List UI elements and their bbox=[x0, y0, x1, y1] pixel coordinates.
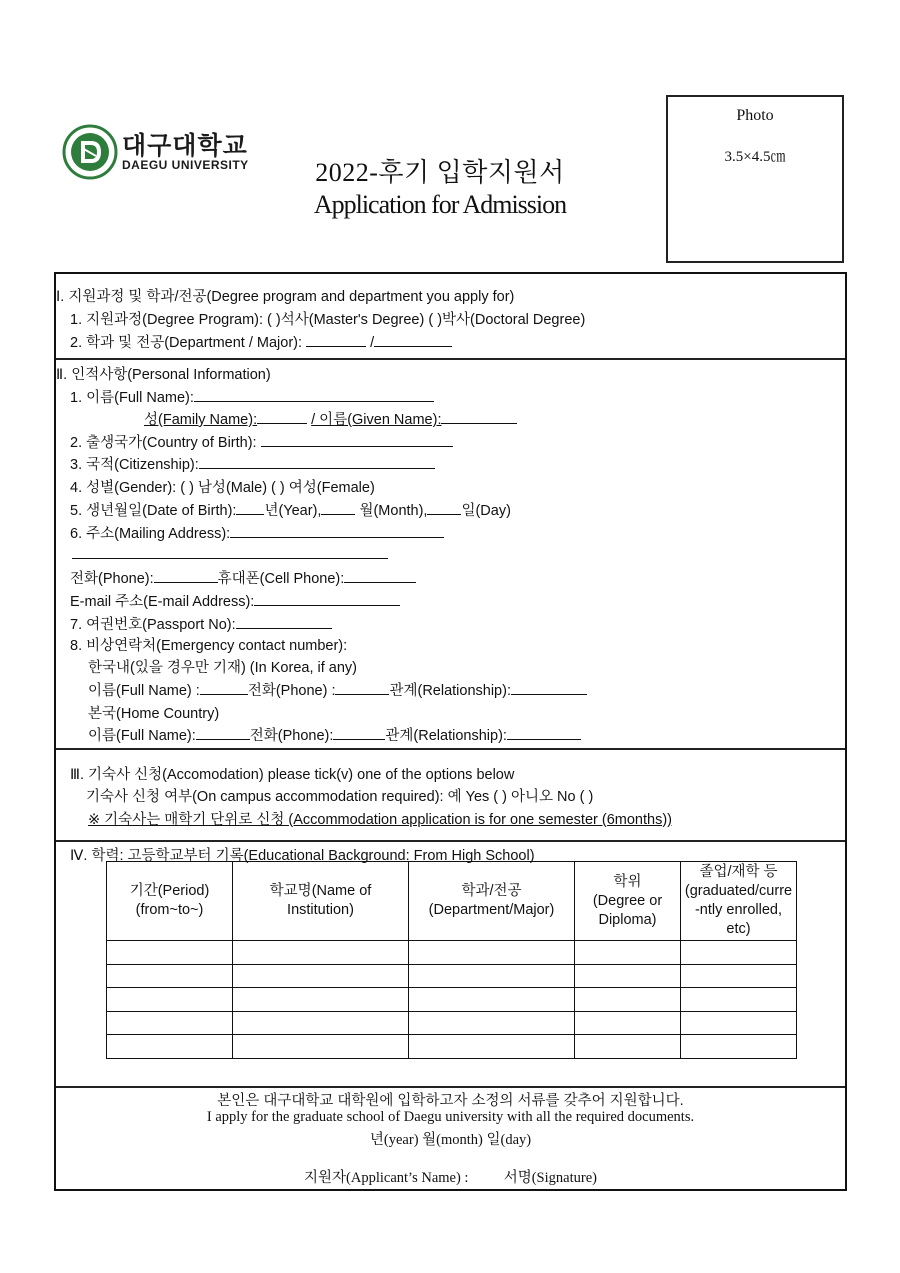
section-divider bbox=[56, 1086, 845, 1088]
table-cell[interactable] bbox=[681, 1035, 797, 1059]
dob-line bbox=[70, 499, 511, 520]
photo-label: Photo bbox=[736, 107, 774, 124]
family-name-field[interactable] bbox=[257, 409, 307, 424]
table-cell[interactable] bbox=[233, 964, 409, 988]
declaration-date[interactable]: 년(year) 월(month) 일(day) bbox=[369, 1132, 532, 1148]
korea-contact-relationship-field[interactable] bbox=[511, 680, 587, 695]
phone-line bbox=[70, 567, 416, 588]
email-field[interactable] bbox=[254, 591, 400, 606]
section1-heading: Ⅰ. 지원과정 및 학과/전공(Degree program and department you apply for) bbox=[56, 289, 515, 305]
table-cell[interactable] bbox=[409, 964, 575, 988]
header-line: -ntly enrolled, bbox=[694, 902, 783, 918]
column-header-degree bbox=[575, 862, 681, 941]
header-line: 졸업/재학 등 bbox=[699, 864, 778, 880]
table-cell[interactable] bbox=[107, 1011, 233, 1035]
phone-label: 전화(Phone): bbox=[70, 571, 154, 587]
home-contact-line bbox=[88, 724, 581, 745]
applicant-signature-line bbox=[56, 1166, 845, 1187]
address-line-2 bbox=[72, 544, 388, 563]
section2-heading: Ⅱ. 인적사항(Personal Information) bbox=[56, 367, 271, 383]
address-field-2[interactable] bbox=[72, 544, 388, 559]
home-contact-phone-field[interactable] bbox=[333, 725, 385, 740]
table-cell[interactable] bbox=[409, 988, 575, 1012]
family-name-label: 성(Family Name): bbox=[144, 412, 258, 428]
dob-label: 5. 생년월일(Date of Birth): bbox=[70, 503, 237, 519]
full-name-line bbox=[70, 386, 434, 407]
table-cell[interactable] bbox=[575, 964, 681, 988]
department-field[interactable] bbox=[306, 332, 366, 347]
photo-size: 3.5×4.5㎝ bbox=[724, 149, 786, 165]
country-label: 2. 출생국가(Country of Birth): bbox=[70, 435, 257, 451]
table-cell[interactable] bbox=[409, 1011, 575, 1035]
table-cell[interactable] bbox=[681, 1011, 797, 1035]
dob-day-label: 일(Day) bbox=[461, 503, 511, 519]
korea-contact-name-field[interactable] bbox=[200, 680, 248, 695]
section-divider bbox=[56, 748, 845, 750]
gender-line[interactable]: 4. 성별(Gender): ( ) 남성(Male) ( ) 여성(Female) bbox=[70, 480, 375, 496]
column-header-status bbox=[681, 862, 797, 941]
column-header-period bbox=[107, 862, 233, 941]
table-cell[interactable] bbox=[575, 1011, 681, 1035]
accommodation-note: ※ 기숙사는 매학기 단위로 신청 (Accommodation application is for one semester (6months)) bbox=[88, 812, 672, 828]
cell-phone-label: 휴대폰(Cell Phone): bbox=[217, 571, 345, 587]
family-given-line bbox=[144, 408, 517, 429]
table-row bbox=[107, 941, 797, 965]
table-cell[interactable] bbox=[575, 1035, 681, 1059]
education-table bbox=[106, 861, 797, 1059]
passport-label: 7. 여권번호(Passport No): bbox=[70, 617, 236, 633]
table-cell[interactable] bbox=[107, 1035, 233, 1059]
table-cell[interactable] bbox=[409, 941, 575, 965]
photo-box[interactable] bbox=[666, 95, 844, 263]
header-line: 학위 bbox=[613, 873, 642, 890]
header-line: 기간(Period) bbox=[129, 883, 210, 899]
home-contact-relationship-label: 관계(Relationship): bbox=[385, 728, 507, 744]
emergency-label: 8. 비상연락처(Emergency contact number): bbox=[70, 638, 348, 654]
header-line: (Department/Major) bbox=[428, 902, 555, 918]
address-line bbox=[70, 522, 444, 543]
passport-field[interactable] bbox=[236, 614, 332, 629]
degree-program-line[interactable]: 1. 지원과정(Degree Program): ( )석사(Master's Degree) ( )박사(Doctoral Degree) bbox=[70, 312, 586, 328]
table-cell[interactable] bbox=[681, 964, 797, 988]
major-field[interactable] bbox=[374, 332, 452, 347]
header-line: (Degree or bbox=[592, 892, 663, 909]
table-cell[interactable] bbox=[107, 988, 233, 1012]
citizenship-line bbox=[70, 453, 435, 474]
korea-contact-phone-field[interactable] bbox=[335, 680, 389, 695]
table-cell[interactable] bbox=[233, 941, 409, 965]
application-form bbox=[54, 272, 847, 1191]
korea-contact-phone-label: 전화(Phone) : bbox=[247, 683, 336, 699]
table-cell[interactable] bbox=[107, 941, 233, 965]
email-line bbox=[70, 590, 400, 611]
section3-heading: Ⅲ. 기숙사 신청(Accomodation) please tick(v) one of the options below bbox=[70, 767, 515, 783]
cell-phone-field[interactable] bbox=[344, 568, 416, 583]
signature-label[interactable]: 서명(Signature) bbox=[503, 1170, 597, 1186]
full-name-field[interactable] bbox=[194, 387, 434, 402]
email-label: E-mail 주소(E-mail Address): bbox=[70, 594, 255, 610]
table-cell[interactable] bbox=[233, 988, 409, 1012]
given-name-label: / 이름(Given Name): bbox=[311, 412, 442, 428]
header-line: etc) bbox=[726, 921, 751, 937]
logo-name-kr: 대구대학교 bbox=[122, 132, 248, 160]
header-line: Institution) bbox=[287, 902, 354, 918]
full-name-label: 1. 이름(Full Name): bbox=[70, 390, 194, 406]
table-cell[interactable] bbox=[107, 964, 233, 988]
department-separator: / bbox=[370, 335, 375, 351]
home-contact-label: 본국(Home Country) bbox=[88, 706, 220, 722]
table-row bbox=[107, 1035, 797, 1059]
home-contact-name-label: 이름(Full Name): bbox=[88, 728, 196, 744]
korea-contact-name-label: 이름(Full Name) : bbox=[88, 683, 200, 699]
dob-day-field[interactable] bbox=[427, 500, 461, 515]
table-cell[interactable] bbox=[681, 941, 797, 965]
header-line: Diploma) bbox=[598, 911, 657, 928]
header-line: (from~to~) bbox=[135, 902, 204, 918]
table-header-row bbox=[107, 862, 797, 941]
table-cell[interactable] bbox=[575, 941, 681, 965]
department-line bbox=[70, 331, 452, 352]
citizenship-field[interactable] bbox=[199, 454, 435, 469]
table-cell[interactable] bbox=[575, 988, 681, 1012]
university-logo bbox=[62, 124, 252, 180]
table-cell[interactable] bbox=[233, 1011, 409, 1035]
declaration-en: I apply for the graduate school of Daegu university with all the required documents. bbox=[206, 1109, 695, 1125]
table-cell[interactable] bbox=[681, 988, 797, 1012]
citizenship-label: 3. 국적(Citizenship): bbox=[70, 457, 199, 473]
table-row bbox=[107, 988, 797, 1012]
korea-contact-line bbox=[88, 679, 587, 700]
declaration-kr: 본인은 대구대학교 대학원에 입학하고자 소정의 서류를 갖추어 지원합니다. bbox=[217, 1093, 684, 1109]
home-contact-relationship-field[interactable] bbox=[507, 725, 581, 740]
section-divider bbox=[56, 840, 845, 842]
column-header-department bbox=[409, 862, 575, 941]
dob-year-label: 년(Year), bbox=[264, 503, 322, 519]
applicant-name-label: 지원자(Applicant’s Name) : bbox=[304, 1170, 469, 1186]
table-cell[interactable] bbox=[409, 1035, 575, 1059]
form-title-kr: 2022-후기 입학지원서 bbox=[315, 158, 565, 187]
country-field[interactable] bbox=[261, 432, 453, 447]
korea-contact-relationship-label: 관계(Relationship): bbox=[389, 683, 511, 699]
form-title-en: Application for Admission bbox=[313, 190, 567, 219]
dob-month-field[interactable] bbox=[321, 500, 355, 515]
dob-year-field[interactable] bbox=[236, 500, 264, 515]
column-header-institution bbox=[233, 862, 409, 941]
country-line bbox=[70, 431, 453, 452]
header-line: 학과/전공 bbox=[461, 883, 522, 899]
dob-month-label: 월(Month), bbox=[359, 503, 428, 519]
given-name-field[interactable] bbox=[441, 409, 517, 424]
table-row bbox=[107, 964, 797, 988]
korea-contact-label: 한국내(있을 경우만 기재) (In Korea, if any) bbox=[88, 660, 357, 676]
home-contact-name-field[interactable] bbox=[196, 725, 250, 740]
section4-heading: Ⅳ. 학력: 고등학교부터 기록(Educational Background: From High School) bbox=[70, 848, 535, 864]
table-row bbox=[107, 1011, 797, 1035]
header-line: 학교명(Name of bbox=[269, 883, 372, 899]
accommodation-question[interactable]: 기숙사 신청 여부(On campus accommodation required): 예 Yes ( ) 아니오 No ( ) bbox=[86, 789, 594, 805]
address-label: 6. 주소(Mailing Address): bbox=[70, 526, 231, 542]
university-emblem-icon bbox=[62, 124, 118, 180]
section-divider bbox=[56, 358, 845, 360]
header-line: (graduated/curre bbox=[684, 883, 793, 899]
table-cell[interactable] bbox=[233, 1035, 409, 1059]
home-contact-phone-label: 전화(Phone): bbox=[249, 728, 334, 744]
address-field[interactable] bbox=[230, 523, 444, 538]
logo-name-en: DAEGU UNIVERSITY bbox=[122, 158, 249, 172]
department-label: 2. 학과 및 전공(Department / Major): bbox=[70, 335, 302, 351]
phone-field[interactable] bbox=[154, 568, 218, 583]
passport-line bbox=[70, 613, 332, 634]
